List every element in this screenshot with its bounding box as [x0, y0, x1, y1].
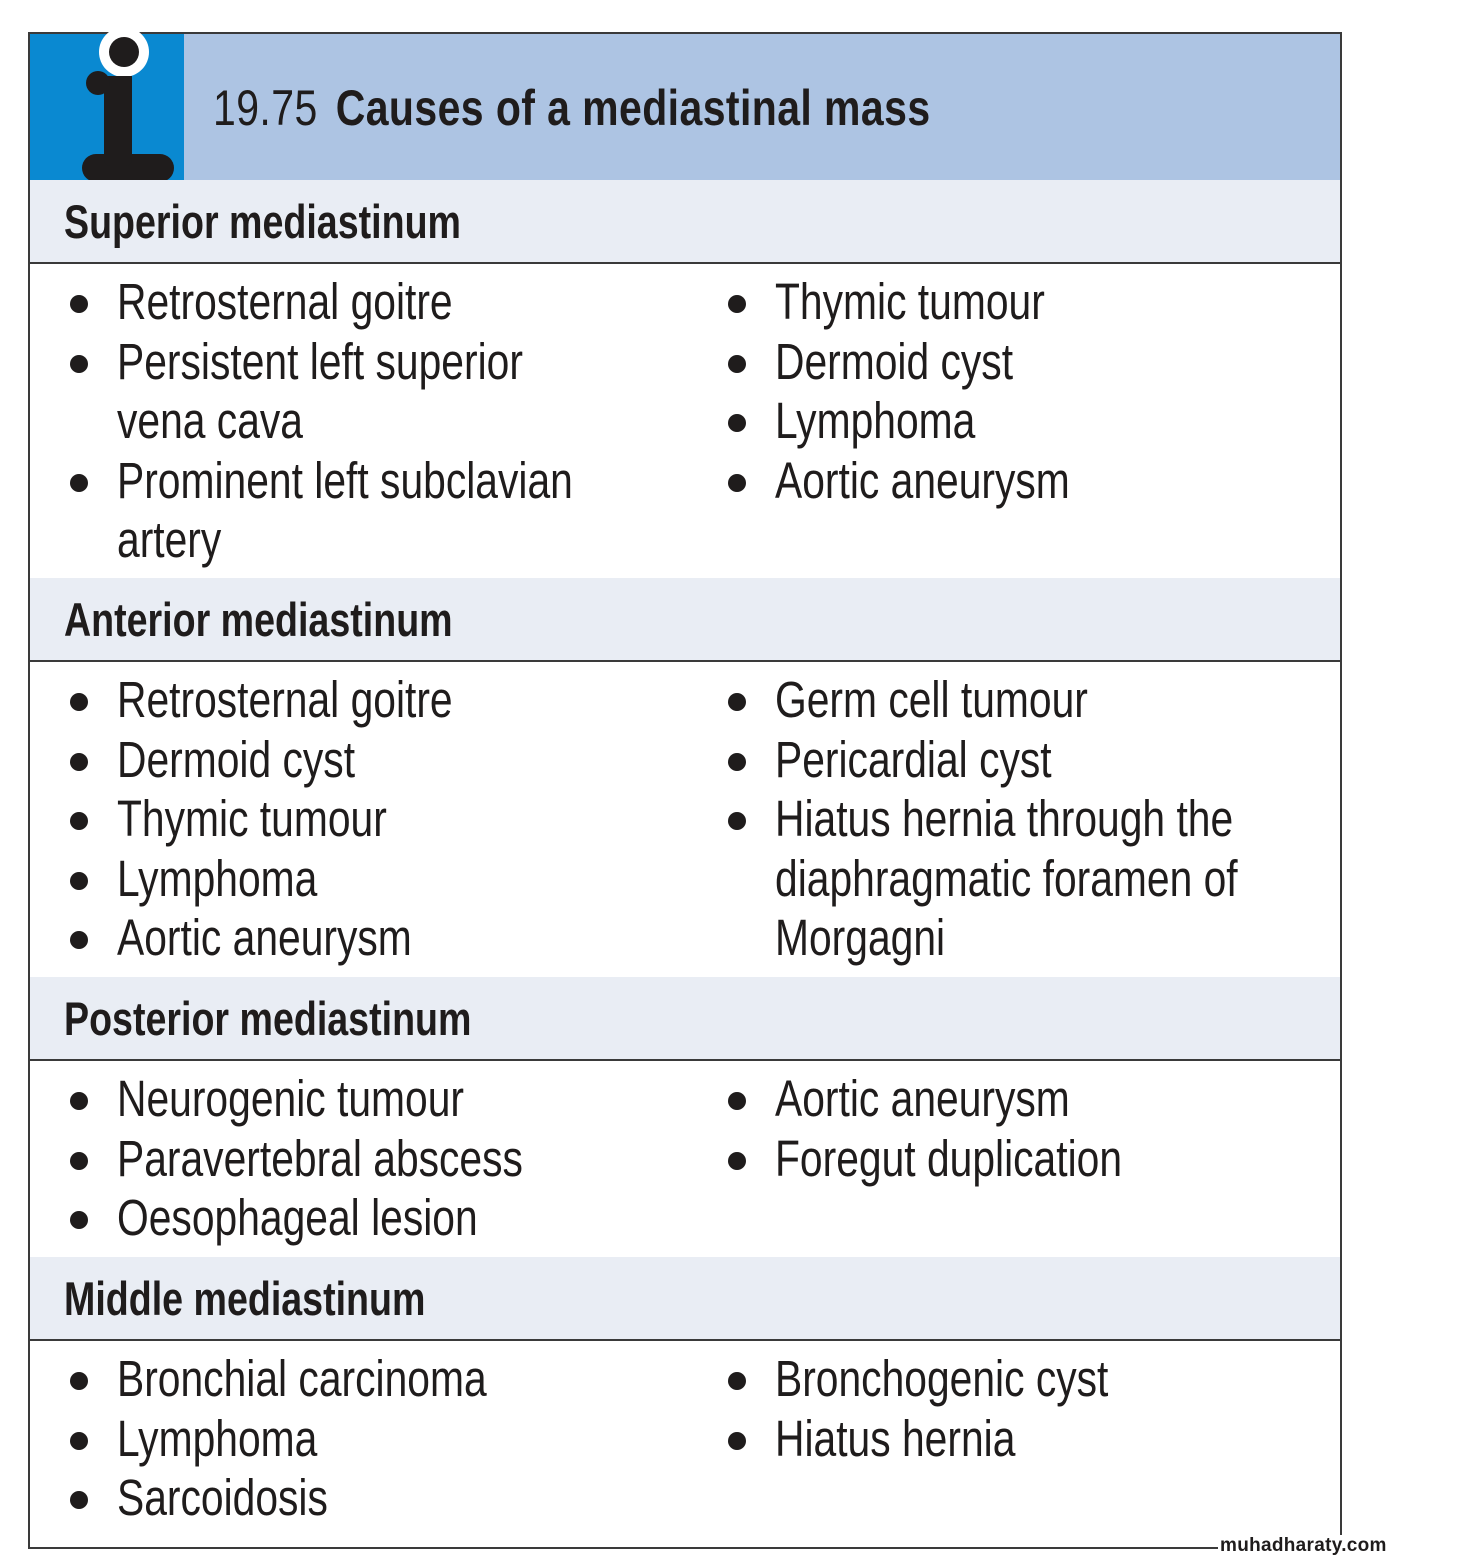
list-item: Bronchial carcinoma	[64, 1349, 684, 1409]
list-item: Dermoid cyst	[722, 332, 1322, 392]
section-header-superior	[30, 180, 1340, 264]
list-item: Lymphoma	[722, 391, 1322, 451]
list-item: Lymphoma	[64, 849, 684, 909]
bullet-icon	[728, 1432, 746, 1450]
bullet-icon	[728, 474, 746, 492]
list-item: Lymphoma	[64, 1409, 684, 1469]
bullet-icon	[728, 295, 746, 313]
section-body-anterior	[30, 662, 1340, 977]
bullet-icon	[728, 355, 746, 373]
section-body-posterior	[30, 1061, 1340, 1257]
section-title: Anterior mediastinum	[64, 593, 453, 646]
list-item: Foregut duplication	[722, 1129, 1322, 1189]
list-item: Prominent left subclavian artery	[64, 451, 684, 570]
list-item: Oesophageal lesion	[64, 1188, 684, 1248]
list-left	[64, 670, 684, 968]
section-body-superior	[30, 264, 1340, 578]
bullet-icon	[70, 295, 88, 313]
bullet-icon	[70, 1211, 88, 1229]
table-bottom-border	[28, 1547, 1220, 1549]
section-header-anterior	[30, 578, 1340, 662]
list-item: Paravertebral abscess	[64, 1129, 684, 1189]
bullet-icon	[728, 1092, 746, 1110]
bullet-icon	[728, 812, 746, 830]
list-right	[722, 1069, 1322, 1188]
table-header	[30, 34, 1340, 180]
list-item: Hiatus hernia	[722, 1409, 1322, 1469]
section-header-middle	[30, 1257, 1340, 1341]
list-item: Thymic tumour	[64, 789, 684, 849]
bullet-icon	[70, 1432, 88, 1450]
section-body-middle	[30, 1341, 1340, 1549]
list-item: Thymic tumour	[722, 272, 1322, 332]
bullet-icon	[70, 355, 88, 373]
table-title	[213, 80, 931, 136]
list-item: Germ cell tumour	[722, 670, 1322, 730]
section-title: Superior mediastinum	[64, 195, 461, 248]
list-item: Neurogenic tumour	[64, 1069, 684, 1129]
list-item: Pericardial cyst	[722, 730, 1322, 790]
bullet-icon	[70, 931, 88, 949]
bullet-icon	[728, 753, 746, 771]
list-item: Retrosternal goitre	[64, 670, 684, 730]
list-right	[722, 1349, 1322, 1468]
bullet-icon	[70, 753, 88, 771]
bullet-icon	[70, 1092, 88, 1110]
table-number: 19.75	[213, 80, 318, 136]
list-left	[64, 1069, 684, 1248]
list-item: Hiatus hernia through the diaphragmatic foramen of Morgagni	[722, 789, 1322, 968]
watermark: muhadharaty.com	[1220, 1535, 1387, 1556]
list-item: Persistent left superior vena cava	[64, 332, 684, 451]
bullet-icon	[70, 1372, 88, 1390]
bullet-icon	[70, 474, 88, 492]
list-item: Aortic aneurysm	[722, 1069, 1322, 1129]
list-item: Dermoid cyst	[64, 730, 684, 790]
bullet-icon	[728, 414, 746, 432]
list-item: Bronchogenic cyst	[722, 1349, 1322, 1409]
bullet-icon	[728, 1372, 746, 1390]
section-title: Middle mediastinum	[64, 1272, 426, 1325]
list-right	[722, 272, 1322, 510]
list-left	[64, 272, 684, 570]
bullet-icon	[70, 1491, 88, 1509]
table-title-text: Causes of a mediastinal mass	[335, 80, 931, 136]
bullet-icon	[728, 1152, 746, 1170]
list-item: Aortic aneurysm	[722, 451, 1322, 511]
bullet-icon	[728, 693, 746, 711]
section-header-posterior	[30, 977, 1340, 1061]
list-item: Sarcoidosis	[64, 1468, 684, 1528]
list-left	[64, 1349, 684, 1528]
bullet-icon	[70, 693, 88, 711]
bullet-icon	[70, 812, 88, 830]
list-item: Aortic aneurysm	[64, 908, 684, 968]
bullet-icon	[70, 872, 88, 890]
info-icon	[74, 18, 184, 184]
list-item: Retrosternal goitre	[64, 272, 684, 332]
list-right	[722, 670, 1322, 968]
section-title: Posterior mediastinum	[64, 992, 472, 1045]
bullet-icon	[70, 1152, 88, 1170]
info-table	[28, 32, 1342, 1548]
